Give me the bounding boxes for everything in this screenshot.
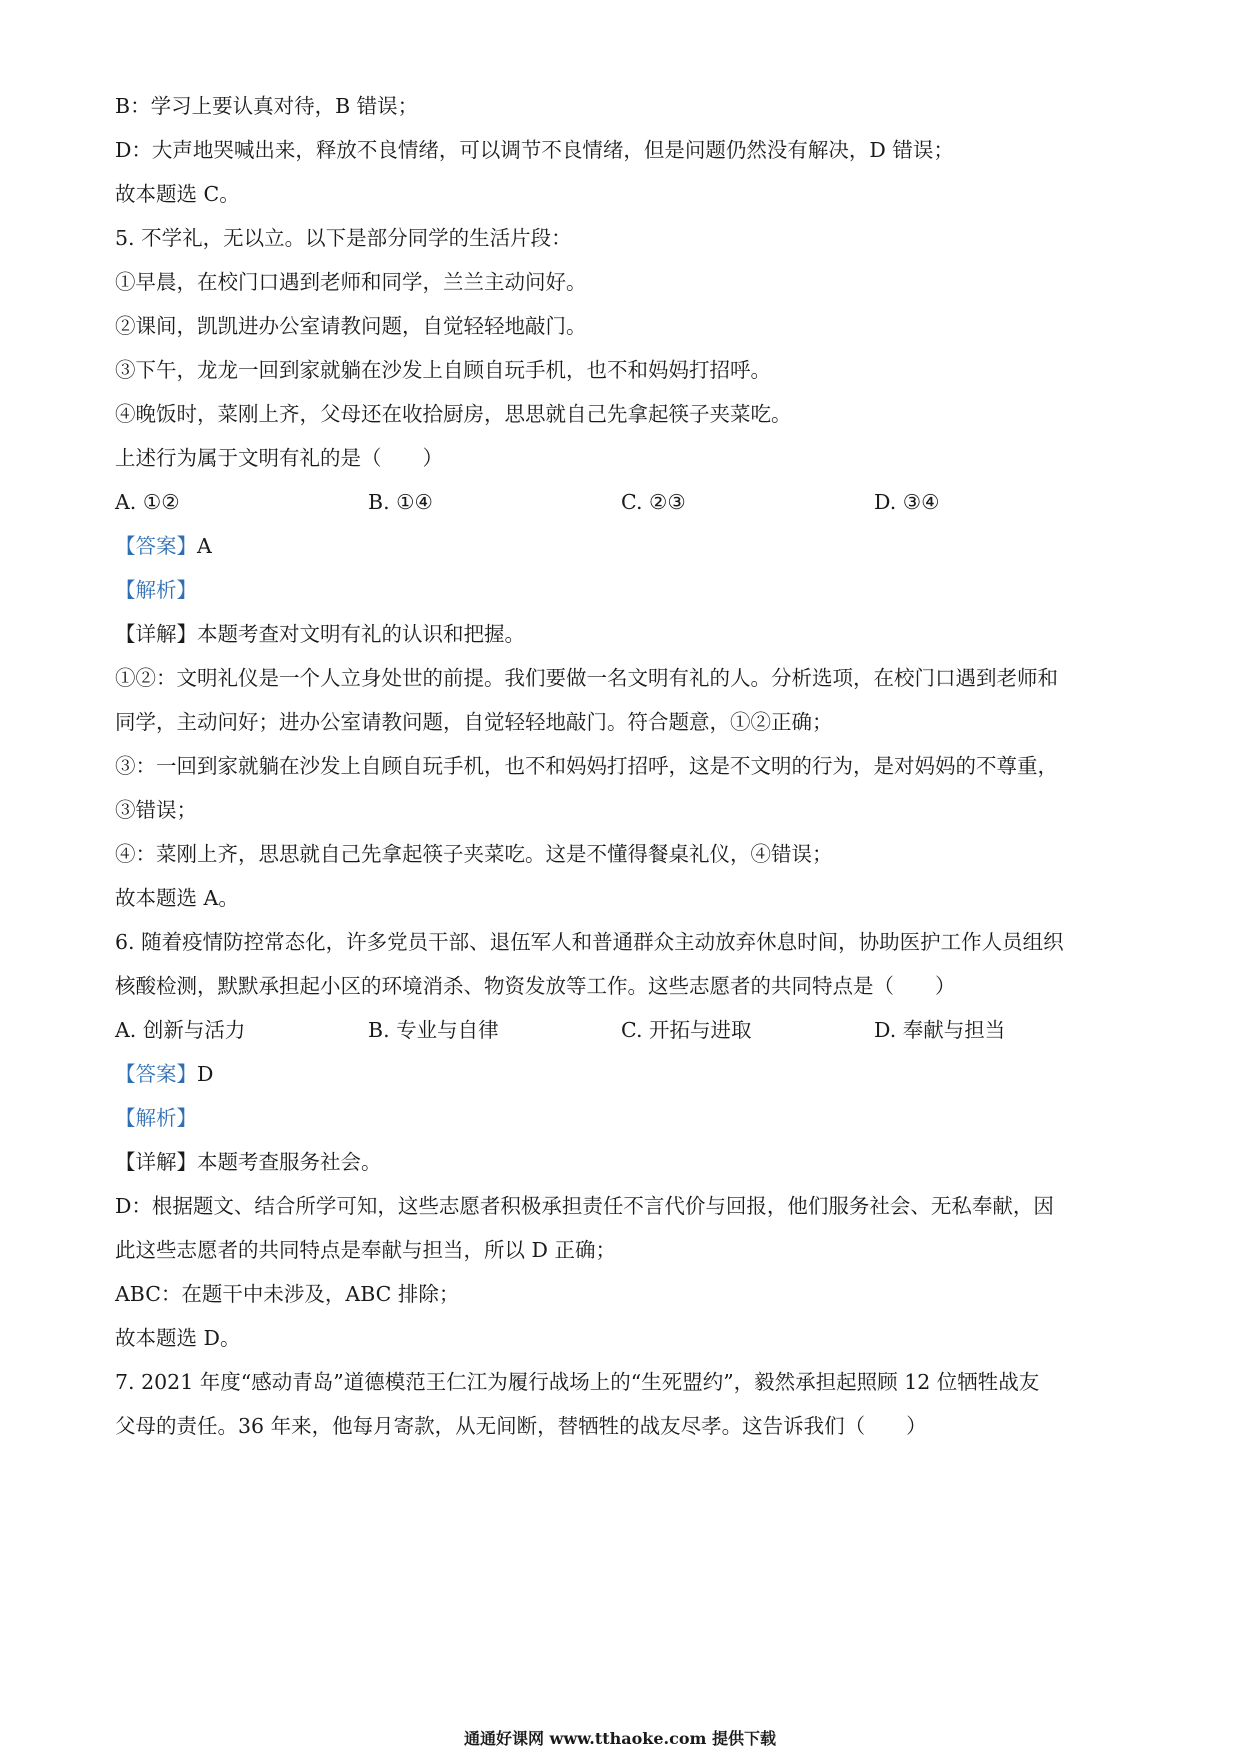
question-5-item-4: ④晚饭时，菜刚上齐，父母还在收拾厨房，思思就自己先拿起筷子夹菜吃。	[115, 402, 792, 426]
analysis-label: 【解析】	[115, 578, 197, 602]
option-a: A. 创新与活力	[115, 1018, 246, 1042]
question-7-stem: 7. 2021 年度“感动青岛”道德模范王仁江为履行战场上的“生死盟约”，毅然承担起照顾 12 位牺牲战友	[115, 1370, 1040, 1394]
text-line: 同学，主动问好；进办公室请教问题，自觉轻轻地敲门。符合题意，①②正确；	[115, 710, 833, 734]
option-d: D. 奉献与担当	[874, 1018, 1006, 1042]
text-line: ③：一回到家就躺在沙发上自顾自玩手机，也不和妈妈打招呼，这是不文明的行为，是对妈妈的不尊重，	[115, 754, 1058, 778]
answer-label: 【答案】	[115, 534, 197, 558]
option-b: B. ①④	[368, 490, 433, 514]
option-c: C. 开拓与进取	[621, 1018, 752, 1042]
detail-label: 【详解】	[115, 1150, 197, 1174]
text-line: 故本题选 A。	[115, 886, 239, 910]
answer-line	[115, 531, 212, 561]
question-5-stem: 5. 不学礼，无以立。以下是部分同学的生活片段：	[115, 226, 572, 250]
question-6-options	[115, 1015, 1135, 1045]
answer-label: 【答案】	[115, 1062, 197, 1086]
option-c: C. ②③	[621, 490, 686, 514]
question-5-prompt: 上述行为属于文明有礼的是（ ）	[115, 446, 443, 470]
question-5-item-2: ②课间，凯凯进办公室请教问题，自觉轻轻地敲门。	[115, 314, 587, 338]
question-5-options	[115, 487, 1135, 517]
detail-line	[115, 619, 525, 649]
analysis-label: 【解析】	[115, 1106, 197, 1130]
text-line: D：根据题文、结合所学可知，这些志愿者积极承担责任不言代价与回报，他们服务社会、无私奉献，因	[115, 1194, 1054, 1218]
text-line: ABC：在题干中未涉及，ABC 排除；	[115, 1282, 460, 1306]
text-line: D：大声地哭喊出来，释放不良情绪，可以调节不良情绪，但是问题仍然没有解决，D 错误；	[115, 138, 954, 162]
question-7-stem-cont: 父母的责任。36 年来，他每月寄款，从无间断，替牺牲的战友尽孝。这告诉我们（ ）	[115, 1414, 927, 1438]
question-6-stem: 6. 随着疫情防控常态化，许多党员干部、退伍军人和普通群众主动放弃休息时间，协助医护工作人员组织	[115, 930, 1064, 954]
answer-value: A	[197, 534, 212, 558]
detail-text: 本题考查服务社会。	[197, 1150, 382, 1174]
detail-line	[115, 1147, 382, 1177]
answer-value: D	[197, 1062, 214, 1086]
text-line: 故本题选 D。	[115, 1326, 241, 1350]
question-5-item-3: ③下午，龙龙一回到家就躺在沙发上自顾自玩手机，也不和妈妈打招呼。	[115, 358, 771, 382]
option-d: D. ③④	[874, 490, 940, 514]
option-a: A. ①②	[115, 490, 180, 514]
detail-label: 【详解】	[115, 622, 197, 646]
text-line: ③错误；	[115, 798, 197, 822]
text-line: 此这些志愿者的共同特点是奉献与担当，所以 D 正确；	[115, 1238, 616, 1262]
question-6-stem-cont: 核酸检测，默默承担起小区的环境消杀、物资发放等工作。这些志愿者的共同特点是（ ）	[115, 974, 956, 998]
text-line: ④：菜刚上齐，思思就自己先拿起筷子夹菜吃。这是不懂得餐桌礼仪，④错误；	[115, 842, 833, 866]
text-line: 故本题选 C。	[115, 182, 240, 206]
question-5-item-1: ①早晨，在校门口遇到老师和同学，兰兰主动问好。	[115, 270, 587, 294]
page-footer: 通通好课网 www.tthaoke.com 提供下载	[463, 1729, 777, 1748]
answer-line	[115, 1059, 213, 1089]
text-line: ①②：文明礼仪是一个人立身处世的前提。我们要做一名文明有礼的人。分析选项，在校门口遇到老师和	[115, 666, 1058, 690]
text-line: B：学习上要认真对待，B 错误；	[115, 94, 419, 118]
detail-text: 本题考查对文明有礼的认识和把握。	[197, 622, 525, 646]
option-b: B. 专业与自律	[368, 1018, 499, 1042]
